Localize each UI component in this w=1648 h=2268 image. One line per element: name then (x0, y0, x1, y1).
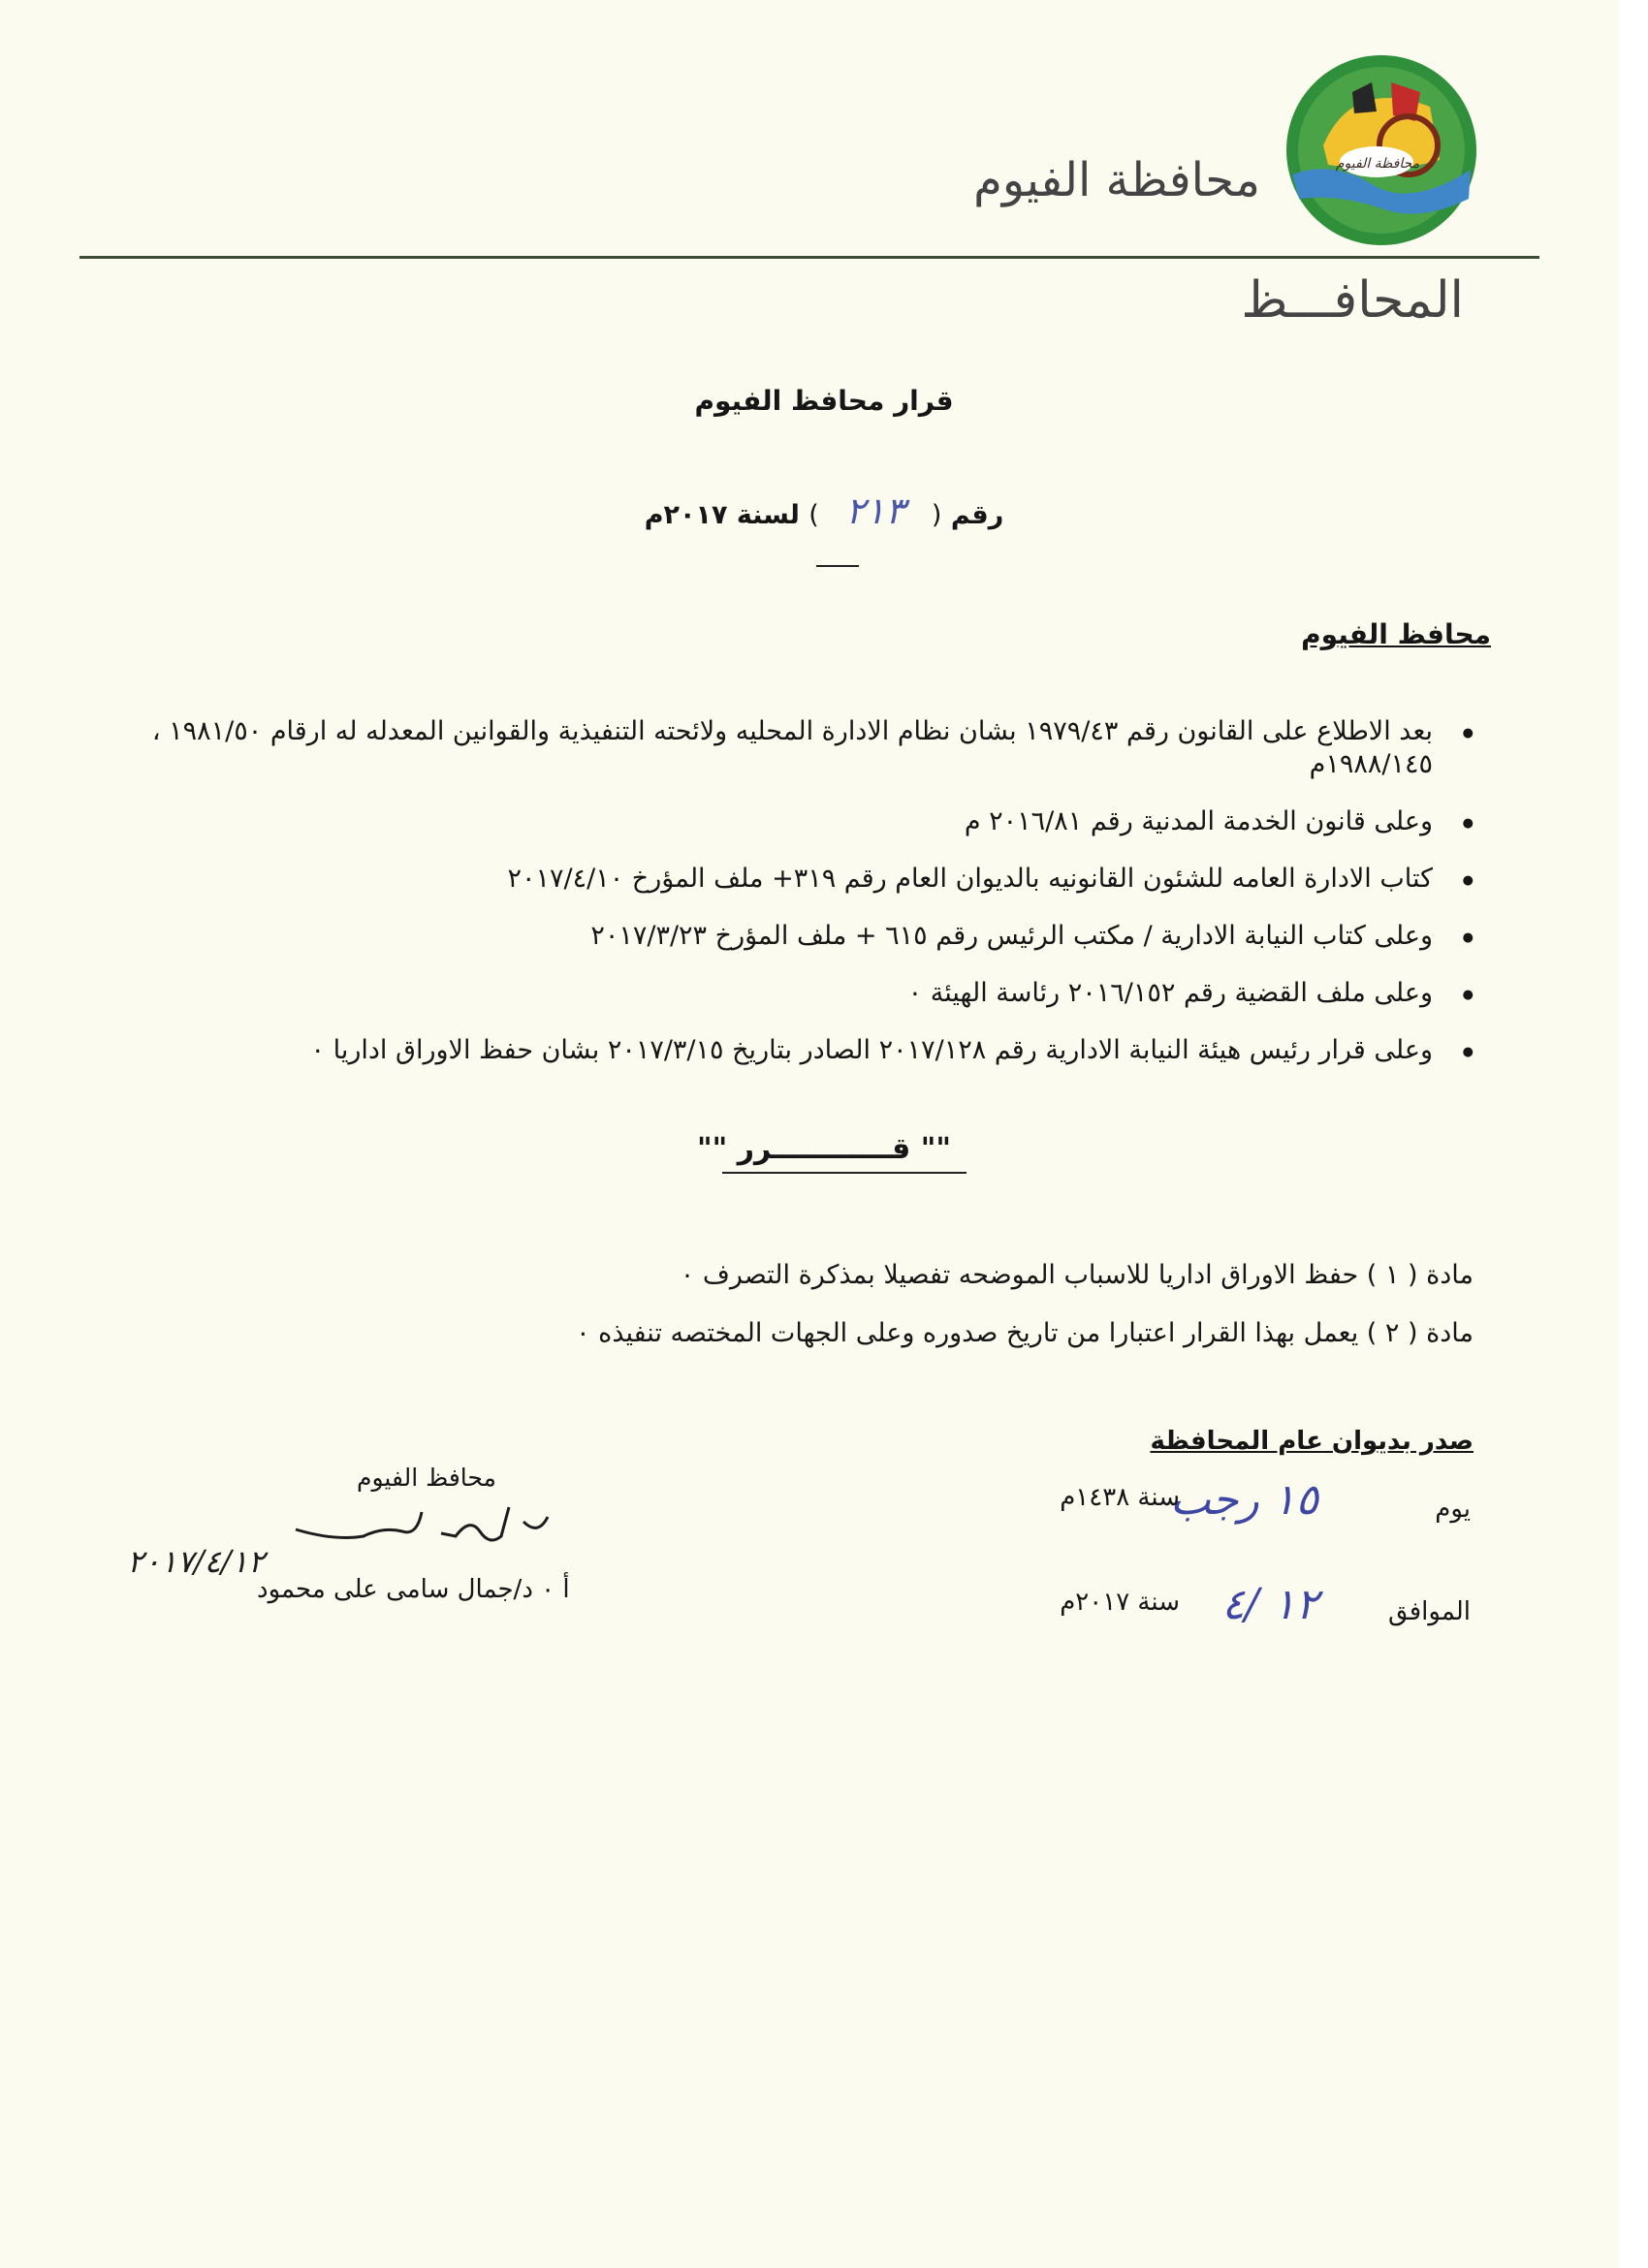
title-dash (816, 565, 859, 567)
signature-date-handwritten: ٢٠١٧/٤/١٢ (127, 1543, 265, 1580)
decision-underline (722, 1172, 967, 1174)
number-open-paren: ( (931, 500, 942, 530)
preamble-item: وعلى قانون الخدمة المدنية رقم ٢٠١٦/٨١ م ● (143, 805, 1433, 838)
decree-title: قرار محافظ الفيوم (694, 385, 954, 417)
hijri-day-handwritten: ١٥ رجب (1170, 1475, 1318, 1525)
corresponding-label: الموافق (1388, 1597, 1471, 1626)
number-close-paren: ) (808, 500, 819, 530)
gregorian-year: سنة ٢٠١٧م (1060, 1588, 1180, 1617)
preamble-item: وعلى ملف القضية رقم ٢٠١٦/١٥٢ رئاسة الهيئة ٠ ● (143, 977, 1433, 1010)
signatory-name: أ ٠ د/جمال سامى على محمود (257, 1575, 570, 1604)
article-1: مادة ( ١ ) حفظ الاوراق اداريا للاسباب الموضحه تفصيلا بمذكرة التصرف ٠ (680, 1260, 1474, 1290)
preamble-list (143, 715, 1433, 1091)
office-title: المحافـــظ (1241, 271, 1464, 330)
decision-heading: "" قــــــــــــرر "" (696, 1132, 952, 1166)
decree-number-line (0, 489, 1648, 532)
hijri-year: سنة ١٤٣٨م (1060, 1483, 1180, 1512)
number-label: رقم (950, 500, 1004, 530)
preamble-item: وعلى كتاب النيابة الادارية / مكتب الرئيس رقم ٦١٥ + ملف المؤرخ ٢٠١٧/٣/٢٣ ● (143, 920, 1433, 953)
gregorian-date-handwritten: ١٢ /٤ (1221, 1580, 1318, 1629)
signature-scrawl (127, 1493, 567, 1580)
article-2: مادة ( ٢ ) يعمل بهذا القرار اعتبارا من تاريخ صدوره وعلى الجهات المختصه تنفيذه ٠ (576, 1318, 1474, 1348)
preamble-item: بعد الاطلاع على القانون رقم ١٩٧٩/٤٣ بشان نظام الادارة المحليه ولائحته التنفيذية والقوانين المعدله له ارقام ١٩٨١/٥٠ ، ١٩٨٨/١٤٥م ● (143, 715, 1433, 781)
seal-lettering: محافظة الفيوم (1335, 156, 1420, 172)
preamble-item: وعلى قرار رئيس هيئة النيابة الادارية رقم ٢٠١٧/١٢٨ الصادر بتاريخ ٢٠١٧/٣/١٥ بشان حفظ الاوراق اداريا ٠ ● (143, 1034, 1433, 1067)
organization-name: محافظة الفيوم (973, 153, 1260, 207)
day-label: يوم (1435, 1495, 1471, 1524)
governorate-seal-logo (1284, 53, 1478, 247)
issuance-heading: صدر بديوان عام المحافظة (1150, 1427, 1474, 1456)
governor-heading: محافظ الفيوم (1301, 618, 1491, 650)
preamble-item: كتاب الادارة العامه للشئون القانونيه بالديوان العام رقم ٣١٩+ ملف المؤرخ ٢٠١٧/٤/١٠ ● (143, 863, 1433, 896)
signatory-title: محافظ الفيوم (357, 1464, 496, 1492)
letterhead-divider (79, 256, 1539, 259)
decree-year: لسنة ٢٠١٧م (644, 500, 800, 530)
decree-number-handwritten: ٢١٣ (845, 489, 905, 532)
